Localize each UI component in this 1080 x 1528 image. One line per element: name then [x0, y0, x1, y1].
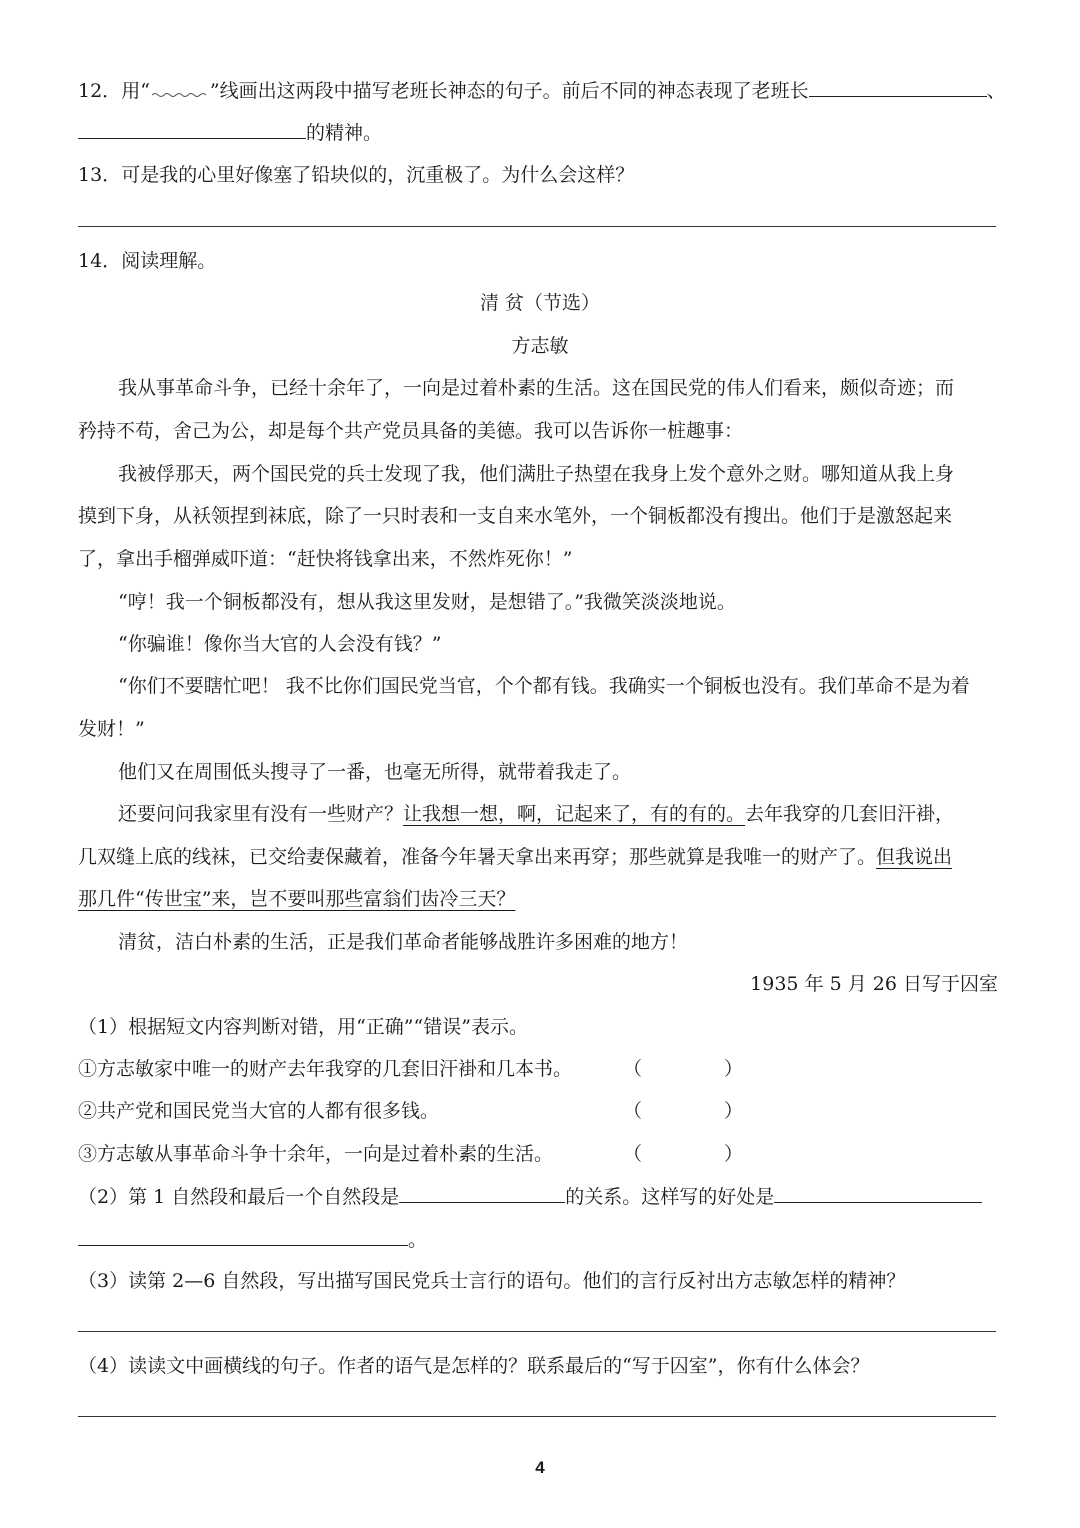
page-number: 4: [535, 1458, 545, 1477]
subquestion-2: （2）第 1 自然段和最后一个自然段是 的关系。这样写的好处是: [78, 1182, 998, 1211]
answer-blank[interactable]: [78, 118, 306, 139]
answer-line[interactable]: [78, 1416, 996, 1417]
answer-blank[interactable]: [809, 76, 987, 97]
q13-question: 13．可是我的心里好像塞了铅块似的，沉重极了。为什么会这样？: [78, 164, 635, 186]
subquestion-4: （4）读读文中画横线的句子。作者的语气是怎样的？联系最后的“写于囚室”，你有什么体会？: [78, 1355, 870, 1377]
passage-paragraph: 矜持不苟，舍己为公，却是每个共产党员具备的美德。我可以告诉你一桩趣事：: [78, 420, 744, 442]
answer-line[interactable]: [78, 1331, 996, 1332]
q12-line1: 12．用“ ”线画出这两段中描写老班长神态的句子。前后不同的神态表现了老班长 、: [78, 76, 998, 105]
answer-blank[interactable]: [78, 1225, 408, 1246]
passage-date: 1935 年 5 月 26 日写于囚室: [750, 973, 998, 995]
passage-paragraph: 他们又在周围低头搜寻了一番，也毫无所得，就带着我走了。: [118, 761, 632, 783]
passage-paragraph: “哼！我一个铜板都没有，想从我这里发财，是想错了。”我微笑淡淡地说。: [118, 591, 736, 613]
passage-paragraph: 还要问问我家里有没有一些财产？让我想一想，啊，记起来了，有的有的。去年我穿的几套旧汗褂，: [118, 803, 955, 825]
underlined-sentence: 那几件“传世宝”来，岂不要叫那些富翁们齿冷三天？: [78, 888, 516, 910]
passage-paragraph: “你骗谁！像你当大官的人会没有钱？”: [118, 633, 442, 655]
passage-title: 清 贫（节选）: [479, 292, 601, 314]
q13-number: 13．: [78, 164, 122, 186]
answer-blank[interactable]: [399, 1182, 565, 1203]
passage-author: 方志敏: [511, 335, 569, 357]
judgement-item: ③方志敏从事革命斗争十余年，一向是过着朴素的生活。 （ ）: [78, 1143, 744, 1165]
answer-blank[interactable]: [774, 1182, 982, 1203]
passage-paragraph: 清贫，洁白朴素的生活，正是我们革命者能够战胜许多困难的地方！: [118, 931, 689, 953]
passage-paragraph: “你们不要瞎忙吧！ 我不比你们国民党当官，个个都有钱。我确实一个铜板也没有。我们革命不是为着: [118, 675, 970, 697]
answer-line[interactable]: [78, 226, 996, 227]
passage-paragraph: 了，拿出手榴弹威吓道：“赶快将钱拿出来，不然炸死你！”: [78, 548, 573, 570]
passage-paragraph: 发财！”: [78, 718, 145, 740]
subquestion-1: （1）根据短文内容判断对错，用“正确”“错误”表示。: [78, 1016, 528, 1038]
passage-paragraph: 几双缝上底的线袜，已交给妻保藏着，准备今年暑天拿出来再穿；那些就算是我唯一的财产了。但我说出: [78, 846, 953, 868]
underlined-sentence: 让我想一想，啊，记起来了，有的有的。: [403, 803, 746, 825]
passage-paragraph: [78, 885, 998, 913]
passage-paragraph: 我从事革命斗争，已经十余年了，一向是过着朴素的生活。这在国民党的伟人们看来，颇似奇迹；而: [118, 377, 955, 399]
q12-number: 12．: [78, 80, 122, 102]
wavy-line-sample: [150, 79, 210, 97]
judgement-item: ①方志敏家中唯一的财产去年我穿的几套旧汗褂和几本书。 （ ）: [78, 1058, 744, 1080]
q12-line2: 的精神。: [78, 118, 998, 147]
subquestion-3: （3）读第 2—6 自然段，写出描写国民党兵士言行的语句。他们的言行反衬出方志敏怎样的精神？: [78, 1270, 906, 1292]
passage-paragraph: 摸到下身，从袄领捏到袜底，除了一只时表和一支自来水笔外，一个铜板都没有搜出。他们于是激怒起来: [78, 505, 953, 527]
passage-paragraph: 我被俘那天，两个国民党的兵士发现了我，他们满肚子热望在我身上发个意外之财。哪知道从我上身: [118, 463, 955, 485]
underlined-sentence: 但我说出: [876, 846, 953, 868]
judgement-item: ②共产党和国民党当大官的人都有很多钱。 （ ）: [78, 1100, 744, 1122]
subquestion-2-cont: 。: [78, 1225, 998, 1254]
q14-number: 14．: [78, 250, 122, 272]
q14-heading: 14．阅读理解。: [78, 250, 217, 272]
